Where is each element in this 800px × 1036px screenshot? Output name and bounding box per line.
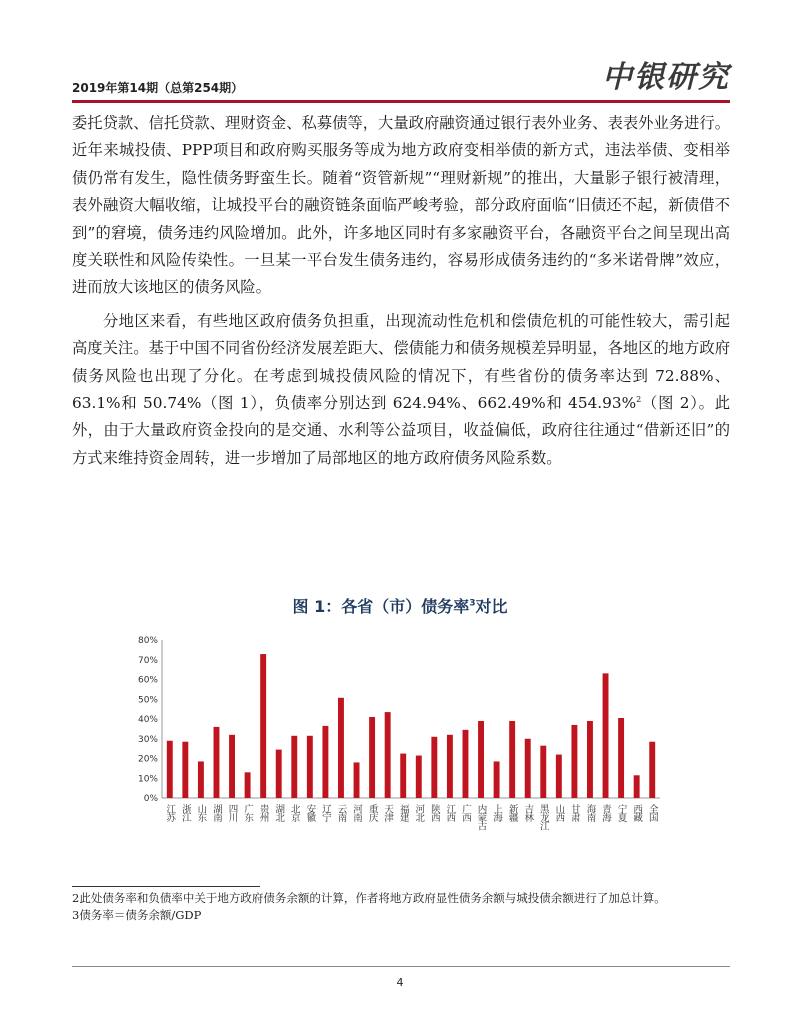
- body-text: [72, 110, 730, 472]
- x-tick-label: 北京: [288, 804, 300, 821]
- x-tick-label: 广西: [459, 804, 471, 821]
- x-tick-label: 吉林: [522, 804, 534, 821]
- x-tick-label: 海南: [584, 804, 596, 821]
- bar-安徽: [307, 736, 313, 798]
- bar-重庆: [369, 717, 375, 798]
- bar-江苏: [167, 741, 173, 798]
- x-tick-label: 四川: [226, 804, 238, 821]
- footer-rule: [72, 966, 730, 967]
- x-tick-label: 黑龙江: [537, 804, 549, 830]
- y-tick-label: 0%: [143, 794, 158, 804]
- footnote-3: 3债务率＝债务余额/GDP: [72, 908, 202, 922]
- x-tick-label: 重庆: [366, 804, 378, 821]
- y-tick-label: 30%: [137, 734, 158, 745]
- bar-天津: [385, 712, 391, 798]
- x-tick-label: 福建: [397, 804, 409, 821]
- x-tick-label: 河南: [351, 804, 363, 821]
- bar-山西: [556, 755, 562, 798]
- paragraph-2: [72, 308, 730, 472]
- x-tick-label: 西藏: [631, 804, 643, 821]
- bar-广西: [463, 730, 469, 798]
- x-tick-label: 山西: [553, 804, 565, 821]
- bar-广东: [245, 772, 251, 798]
- bar-内蒙古: [478, 721, 484, 798]
- footnote-ref-3: 3: [469, 598, 476, 609]
- x-tick-label: 河北: [413, 804, 425, 821]
- bar-山东: [198, 761, 204, 798]
- bar-湖南: [214, 727, 220, 798]
- x-tick-label: 江西: [444, 804, 456, 821]
- bar-全国: [649, 742, 655, 798]
- bar-湖北: [276, 750, 282, 798]
- x-tick-label: 陕西: [428, 804, 440, 821]
- paragraph-2-part-b: （图 2）。此外，由于大量政府资金投向的是交通、水利等公益项目，收益偏低，政府往往通过“借新还旧”的方式来维持资金周转，进一步增加了局部地区的地方政府债务风险系数。: [72, 394, 730, 467]
- x-tick-label: 江苏: [164, 804, 176, 821]
- x-tick-label: 辽宁: [319, 804, 331, 821]
- header-rule: [72, 100, 730, 103]
- x-tick-label: 贵州: [257, 804, 269, 821]
- bar-江西: [447, 735, 453, 798]
- figure-title-tail: 对比: [475, 597, 508, 616]
- bar-浙江: [182, 742, 188, 798]
- bar-上海: [494, 761, 500, 798]
- x-tick-label: 湖北: [273, 804, 285, 821]
- x-tick-label: 山东: [195, 804, 207, 821]
- y-tick-label: 20%: [137, 754, 158, 765]
- bar-云南: [338, 698, 344, 798]
- bar-西藏: [634, 775, 640, 798]
- x-tick-label: 青海: [600, 804, 612, 821]
- x-tick-label: 天津: [382, 804, 394, 821]
- page-number: 4: [396, 976, 404, 989]
- footnotes: [72, 890, 732, 924]
- x-tick-label: 广东: [242, 804, 254, 821]
- y-tick-label: 40%: [137, 715, 158, 725]
- x-tick-label: 湖南: [210, 804, 222, 821]
- x-tick-label: 全国: [646, 804, 658, 821]
- issue-label: 2019年第14期（总第254期）: [72, 81, 244, 95]
- footnote-2: 2此处债务率和负债率中关于地方政府债务余额的计算，作者将地方政府显性债务余额与城投债余额进行了加总计算。: [72, 891, 666, 905]
- paragraph-2-part-a: 分地区来看，有些地区政府债务负担重，出现流动性危机和偿债危机的可能性较大，需引起高度关注。基于中国不同省份经济发展差距大、偿债能力和债务规模差异明显，各地区的地方政府债务风险也出现了分化。在考虑到城投债风险的情况下，有些省份的债务率达到 72.88%、63.1%和 50.74%（图 1），负债率分别达到 624.94%、662.49%和 454.93%: [72, 311, 730, 413]
- footnote-rule: [72, 886, 260, 887]
- bar-贵州: [260, 654, 266, 798]
- figure-title: [0, 594, 800, 617]
- bar-海南: [587, 721, 593, 798]
- bar-北京: [291, 736, 297, 798]
- bar-青海: [603, 673, 609, 798]
- paragraph-1: 委托贷款、信托贷款、理财资金、私募债等，大量政府融资通过银行表外业务、表表外业务进行。近年来城投债、PPP项目和政府购买服务等成为地方政府变相举债的新方式，违法举债、变相举债仍常有发生，隐性债务野蛮生长。随着“资管新规”“理财新规”的推出，大量影子银行被清理，表外融资大幅收缩，让城投平台的融资链条面临严峻考验，部分政府面临“旧债还不起，新债借不到”的窘境，债务违约风险增加。此外，许多地区同时有多家融资平台，各融资平台之间呈现出高度关联性和风险传染性。一旦某一平台发生债务违约，容易形成债务违约的“多米诺骨牌”效应，进而放大该地区的债务风险。: [72, 114, 730, 297]
- x-tick-label: 新疆: [506, 804, 518, 821]
- bar-陕西: [431, 737, 437, 798]
- page-header: [72, 60, 730, 100]
- x-tick-label: 宁夏: [615, 804, 627, 821]
- y-tick-label: 70%: [137, 655, 158, 666]
- figure-title-main: 图 1：各省（市）债务率: [292, 597, 470, 616]
- bar-河南: [354, 762, 360, 798]
- bar-新疆: [509, 721, 515, 798]
- bar-四川: [229, 735, 235, 798]
- footnote-ref-2: 2: [636, 394, 642, 404]
- y-tick-label: 10%: [137, 774, 158, 785]
- x-tick-label: 上海: [491, 804, 503, 821]
- bar-福建: [400, 754, 406, 798]
- y-tick-label: 50%: [137, 695, 158, 706]
- bar-吉林: [525, 739, 531, 798]
- bar-河北: [416, 756, 422, 798]
- debt-ratio-bar-chart: [130, 632, 670, 864]
- bar-黑龙江: [540, 746, 546, 798]
- x-tick-label: 浙江: [179, 804, 191, 821]
- bar-辽宁: [322, 726, 328, 798]
- brand-logo: 中银研究: [602, 60, 730, 95]
- x-tick-label: 云南: [335, 804, 347, 821]
- bar-甘肃: [571, 725, 577, 798]
- x-tick-label: 甘肃: [568, 804, 580, 821]
- bar-宁夏: [618, 718, 624, 798]
- x-tick-label: 内蒙古: [475, 804, 487, 830]
- y-tick-label: 80%: [137, 636, 158, 646]
- y-tick-label: 60%: [137, 675, 158, 686]
- x-tick-label: 安徽: [304, 804, 316, 821]
